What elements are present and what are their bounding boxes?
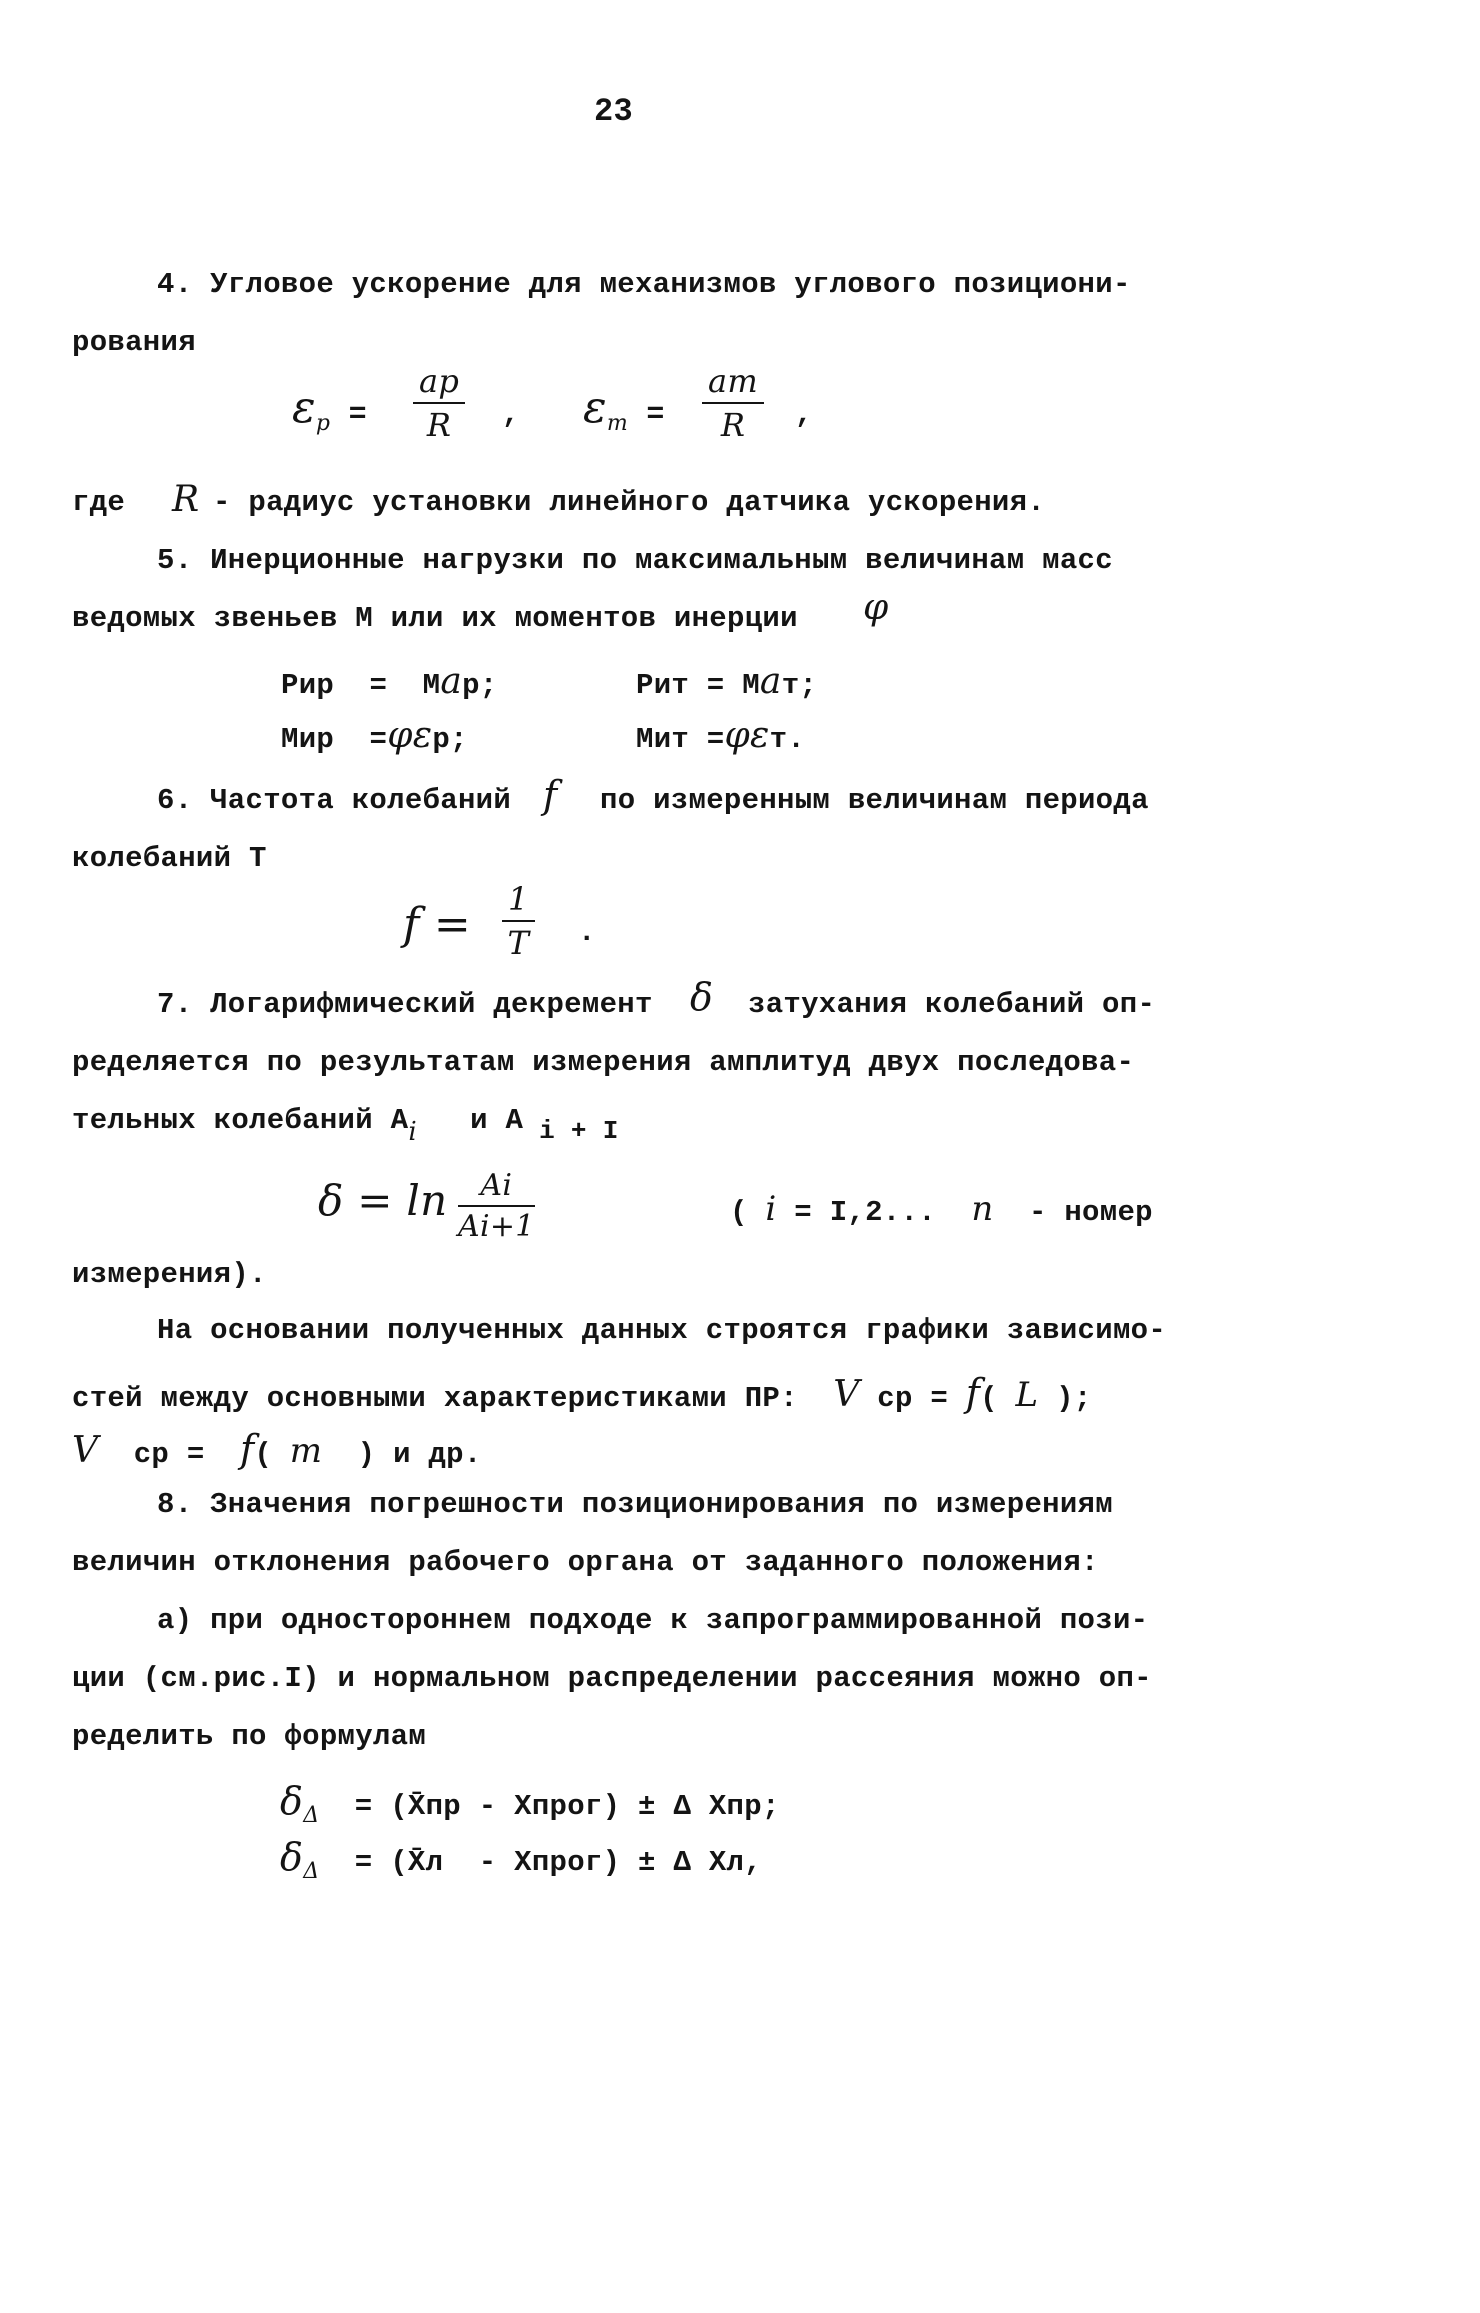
s4-eq-left-symbol: εр = <box>292 382 367 436</box>
s5-line1: 5. Инерционные нагрузки по максимальным величинам масс <box>157 544 1113 577</box>
s7-line2: ределяется по результатам измерения амплитуд двух последова- <box>72 1046 1135 1079</box>
s6-eq-lhs: f = <box>403 899 472 950</box>
s5-row1-left: Рир = Мaр; <box>281 661 498 702</box>
graphs-line3: V ср = f( m ) и др. <box>72 1427 482 1471</box>
s4-eq-right-symbol: εт = <box>583 382 665 436</box>
s6-line1-a: 6. Частота колебаний <box>157 784 512 817</box>
s5-row1-right: Рит = Мaт; <box>636 661 818 702</box>
page-number: 23 <box>594 93 634 130</box>
s8-line5: ределить по формулам <box>72 1720 427 1753</box>
s5-row2-left: Мир =φεр; <box>281 715 468 756</box>
s4-where-text: - радиус установки линейного датчика ускорения. <box>213 486 1046 519</box>
s4-where-label: где <box>72 486 126 519</box>
s7-decrement-symbol: δ <box>690 975 714 1019</box>
graphs-line2: стей между основными характеристиками ПР: V ср = f( L ); <box>72 1371 1092 1415</box>
s7-line5: измерения). <box>72 1258 267 1291</box>
s6-freq-symbol: f <box>543 773 558 817</box>
s8-line4: ции (см.рис.I) и нормальном распределении рассеяния можно оп- <box>72 1662 1152 1695</box>
s8-line2: величин отклонения рабочего органа от заданного положения: <box>72 1546 1099 1579</box>
s4-where-symbol: R <box>172 479 200 520</box>
s5-row2-right: Мит =φεт. <box>636 715 806 756</box>
s7-eq-fraction: $\frac{Ai}{Ai+1}$ <box>458 1168 535 1244</box>
s8-line3: а) при одностороннем подходе к запрограммированной пози- <box>157 1604 1149 1637</box>
s8-formula2: $\delta_\Delta$ = (X̄л - Хпрог) ± Δ Хл, <box>280 1835 762 1884</box>
s7-eq-lhs: δ = ln <box>318 1176 448 1225</box>
s7-line1-b: затухания колебаний оп- <box>748 988 1156 1021</box>
s7-eq-note: ( i = I,2... n - номер <box>730 1189 1153 1229</box>
s4-eq-right-fraction: aт R <box>702 362 764 444</box>
s4-eq-end: , <box>795 398 813 431</box>
s6-eq-fraction: $\frac{1}{T}$ <box>502 880 535 962</box>
s6-eq-end: . <box>578 916 596 949</box>
s6-line1-b: по измеренным величинам периода <box>600 784 1149 817</box>
graphs-line1: На основании полученных данных строятся графики зависимо- <box>157 1314 1167 1347</box>
s6-line2: колебаний Т <box>72 842 267 875</box>
s8-formula1: $\delta_\Delta$ = (X̄пр - Хпрог) ± Δ Хпр; <box>280 1779 780 1828</box>
s8-line1: 8. Значения погрешности позиционирования по измерениям <box>157 1488 1113 1521</box>
s7-line3: тельных колебаний Аi и А i + I <box>72 1104 619 1147</box>
s5-line2: ведомых звеньев М или их моментов инерции <box>72 602 798 635</box>
s5-inertia-symbol: φ <box>863 587 889 628</box>
s4-line1: 4. Угловое ускорение для механизмов углового позициони- <box>157 268 1131 301</box>
s7-line1-a: 7. Логарифмический декремент <box>157 988 653 1021</box>
s4-line2: рования <box>72 326 196 359</box>
s4-eq-separator: , <box>502 398 520 431</box>
s4-eq-left-fraction: aр R <box>413 362 465 444</box>
